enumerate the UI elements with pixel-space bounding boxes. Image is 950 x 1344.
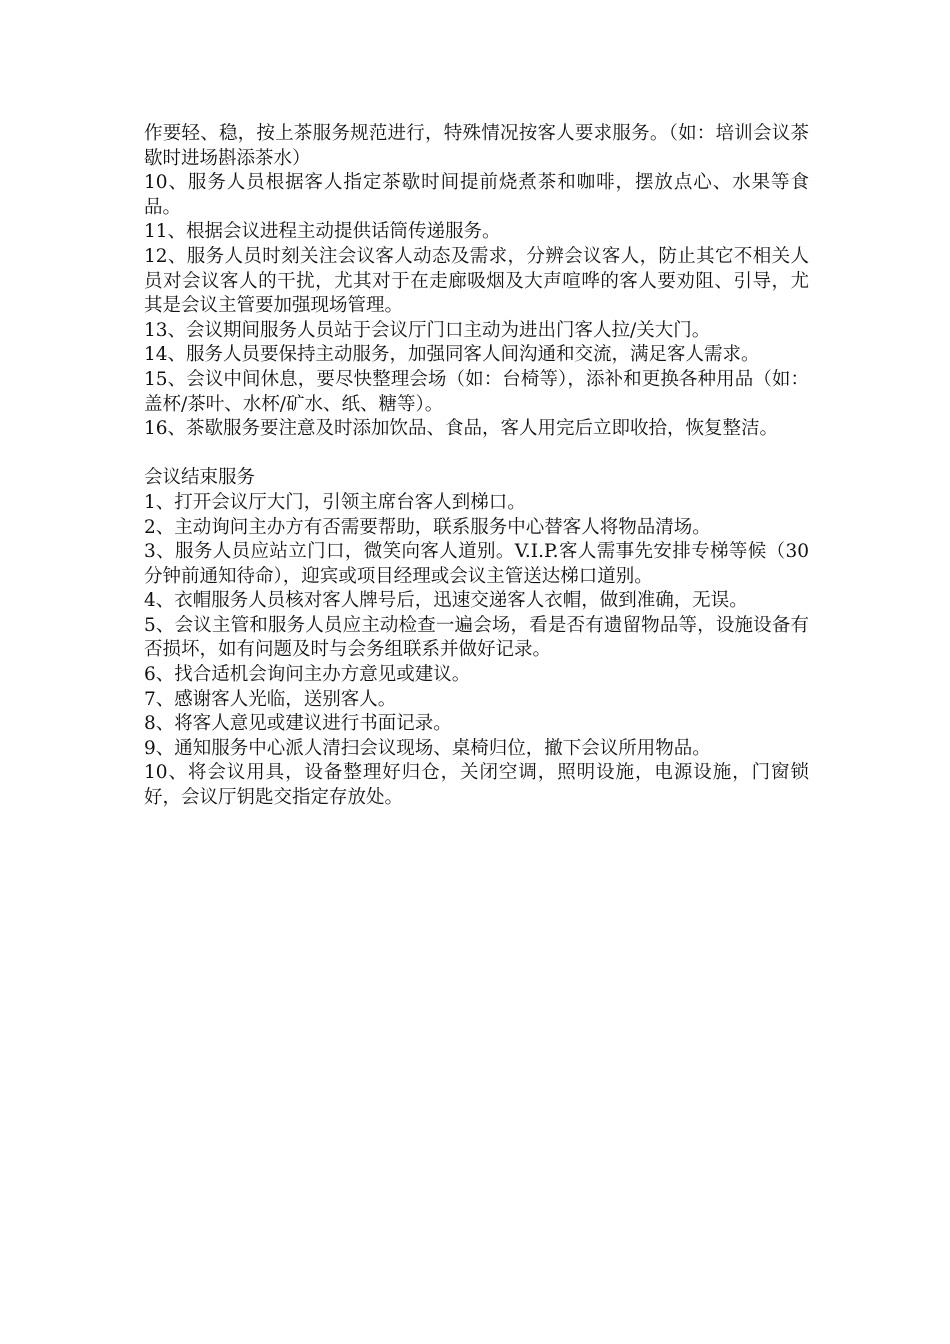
list-item-13: 13、会议期间服务人员站于会议厅门口主动为进出门客人拉/关大门。: [144, 319, 711, 341]
end-item-4: 4、衣帽服务人员核对客人牌号后，迅速交递客人衣帽，做到准确，无误。: [144, 590, 748, 612]
end-item-3: 3、服务人员应站立门口，微笑向客人道别。V.I.P.客人需事先安排专梯等候（30分钟前通知待命），迎宾或项目经理或会议主管送达梯口道别。: [144, 541, 809, 587]
end-item-7: 7、感谢客人光临，送别客人。: [144, 688, 397, 710]
end-item-6: 6、找合适机会询问主办方意见或建议。: [144, 664, 471, 686]
end-item-5: 5、会议主管和服务人员应主动检查一遍会场，看是否有遗留物品等，设施设备有否损坏，如有问题及时与会务组联系并做好记录。: [144, 614, 809, 661]
section-heading: 会议结束服务: [144, 467, 256, 489]
list-item-15: 15、会议中间休息，要尽快整理会场（如：台椅等），添补和更换各种用品（如：盖杯/茶叶、水杯/矿水、纸、糖等）。: [144, 368, 809, 415]
list-item-11: 11、根据会议进程主动提供话筒传递服务。: [144, 221, 501, 243]
end-item-9: 9、通知服务中心派人清扫会议现场、桌椅归位，撤下会议所用物品。: [144, 737, 711, 759]
list-item-16: 16、茶歇服务要注意及时添加饮品、食品，客人用完后立即收拾，恢复整洁。: [144, 418, 779, 440]
end-item-2: 2、主动询问主办方有否需要帮助，联系服务中心替客人将物品清场。: [144, 516, 711, 538]
end-item-8: 8、将客人意见或建议进行书面记录。: [144, 713, 452, 735]
continuation-paragraph: 作要轻、稳，按上茶服务规范进行，特殊情况按客人要求服务。（如：培训会议茶歇时进场斟添茶水）: [144, 123, 809, 169]
paragraph-spacer: [144, 442, 809, 467]
list-item-10: 10、服务人员根据客人指定茶歇时间提前烧煮茶和咖啡，摆放点心、水果等食品。: [144, 172, 809, 218]
list-item-14: 14、服务人员要保持主动服务，加强同客人间沟通和交流，满足客人需求。: [144, 344, 760, 366]
list-item-12: 12、服务人员时刻关注会议客人动态及需求，分辨会议客人，防止其它不相关人员对会议客人的干扰，尤其对于在走廊吸烟及大声喧哗的客人要劝阻、引导，尤其是会议主管要加强现场管理。: [144, 245, 809, 317]
end-item-10: 10、将会议用具，设备整理好归仓，关闭空调，照明设施，电源设施，门窗锁好，会议厅钥匙交指定存放处。: [144, 762, 809, 809]
end-item-1: 1、打开会议厅大门，引领主席台客人到梯口。: [144, 491, 526, 513]
document-page: [144, 122, 809, 811]
